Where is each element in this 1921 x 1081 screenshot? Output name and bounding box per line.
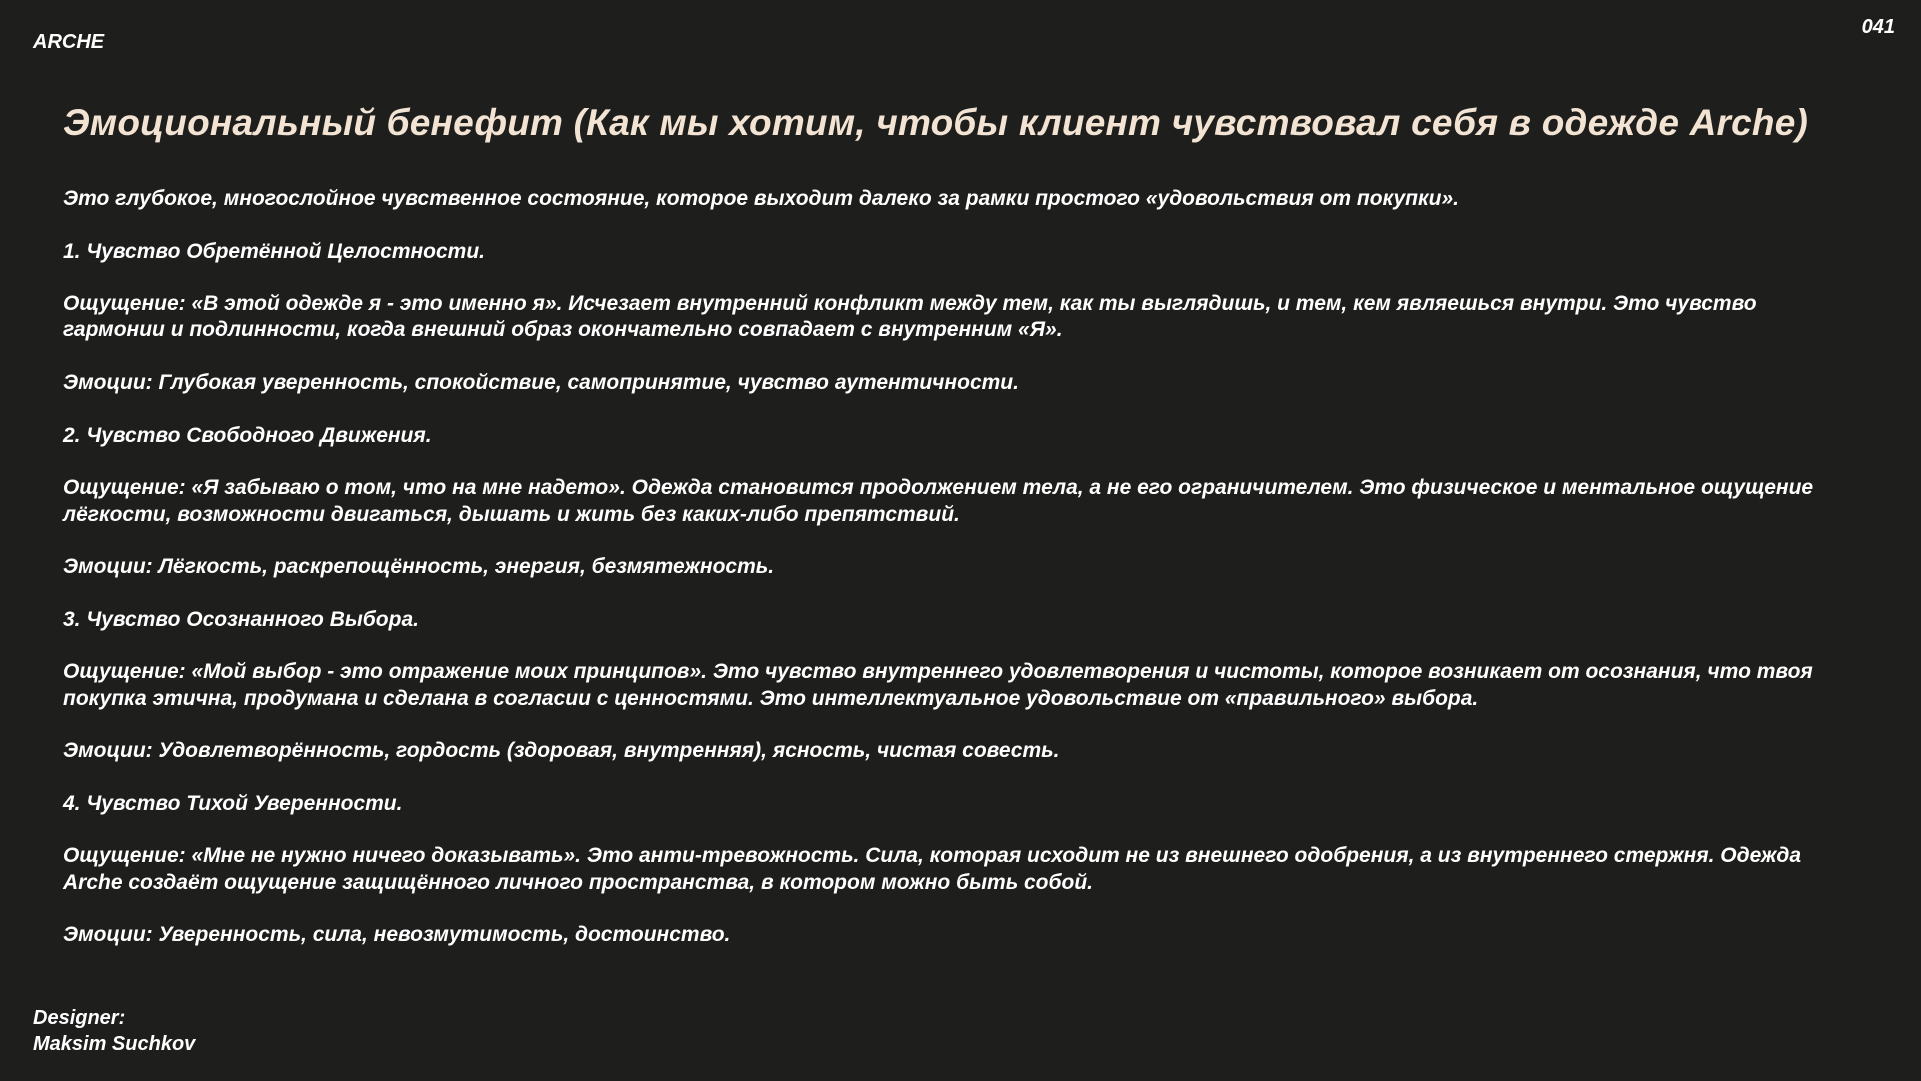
- section-heading: 1. Чувство Обретённой Целостности.: [63, 239, 486, 263]
- body-text: [63, 186, 1853, 975]
- section-emotions: Эмоции: Уверенность, сила, невозмутимость, достоинство.: [63, 923, 731, 947]
- section-emotions: Эмоции: Удовлетворённость, гордость (здоровая, внутренняя), ясность, чистая совесть.: [63, 739, 1060, 763]
- brand-logo: ARCHE: [33, 31, 105, 53]
- section-feeling: Ощущение: «Мой выбор - это отражение моих принципов». Это чувство внутреннего удовлетворения и чистоты, которое возникает от осознания, что твоя покупка этична, продумана и сделана в согласии с ценностями. Это интеллектуальное удовольствие от «правильного» выбора.: [63, 660, 1813, 710]
- section-emotions: Эмоции: Глубокая уверенность, спокойствие, самопринятие, чувство аутентичности.: [63, 371, 1019, 395]
- intro-paragraph: Это глубокое, многослойное чувственное состояние, которое выходит далеко за рамки простого «удовольствия от покупки».: [63, 187, 1459, 210]
- section-heading: 2. Чувство Свободного Движения.: [63, 423, 432, 447]
- section-heading: 3. Чувство Осознанного Выбора.: [63, 607, 419, 631]
- designer-name: Maksim Suchkov: [33, 1033, 196, 1055]
- page-number: 041: [1861, 16, 1895, 38]
- section-heading: 4. Чувство Тихой Уверенности.: [63, 791, 403, 815]
- designer-credit: [33, 1005, 195, 1057]
- designer-label: Designer:: [33, 1007, 126, 1029]
- section-feeling: Ощущение: «Я забываю о том, что на мне надето». Одежда становится продолжением тела, а не его ограничителем. Это физическое и ментальное ощущение лёгкости, возможности двигаться, дышать и жить без каких-либо препятствий.: [63, 476, 1814, 526]
- section-emotions: Эмоции: Лёгкость, раскрепощённость, энергия, безмятежность.: [63, 555, 775, 579]
- section-feeling: Ощущение: «Мне не нужно ничего доказывать». Это анти-тревожность. Сила, которая исходит не из внешнего одобрения, а из внутреннего стержня. Одежда Arche создаёт ощущение защищённого личного пространства, в котором можно быть собой.: [63, 844, 1802, 894]
- page-title: Эмоциональный бенефит (Как мы хотим, чтобы клиент чувствовал себя в одежде Arche): [63, 102, 1809, 143]
- section-feeling: Ощущение: «В этой одежде я - это именно я». Исчезает внутренний конфликт между тем, как ты выглядишь, и тем, кем являешься внутри. Это чувство гармонии и подлинности, когда внешний образ окончательно совпадает с внутренним «Я».: [63, 292, 1757, 342]
